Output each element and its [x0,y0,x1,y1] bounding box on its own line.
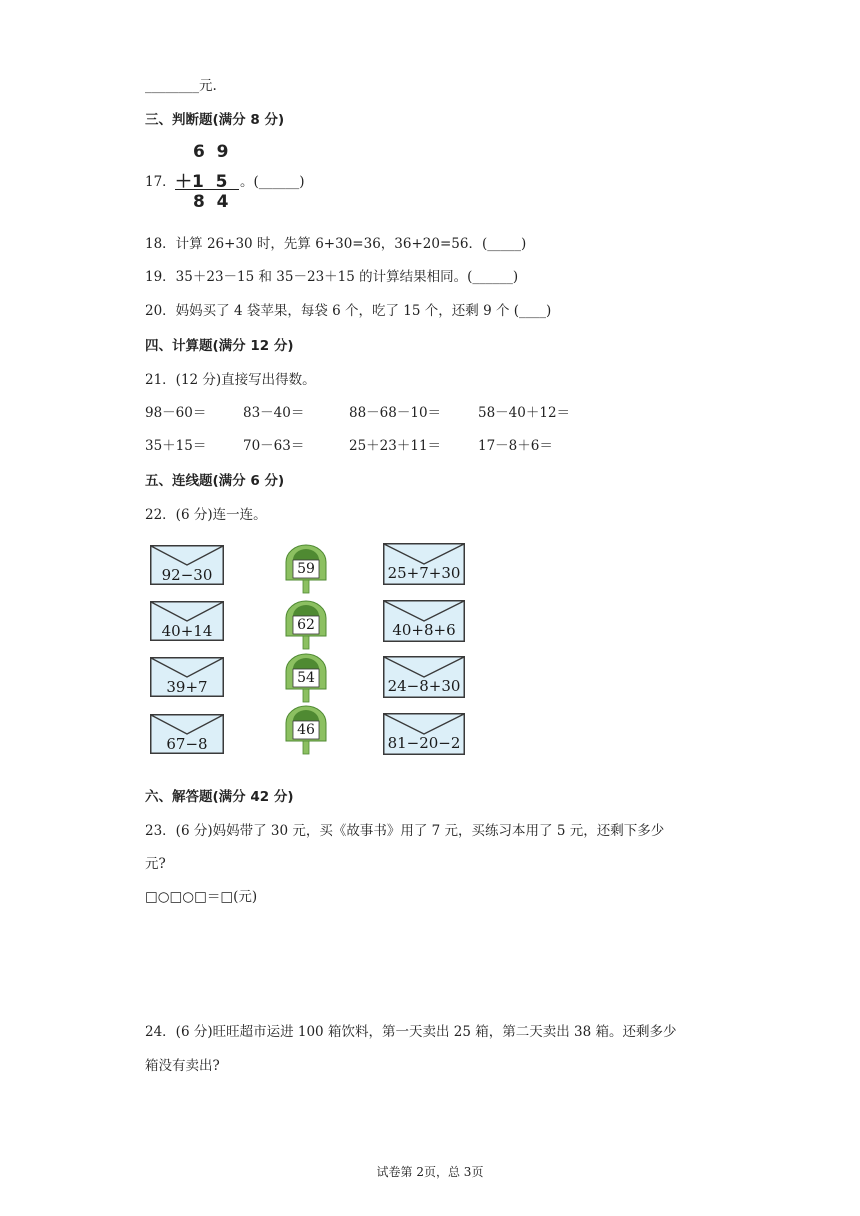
q24-text-line-1: 24．(6 分)旺旺超市运进 100 箱饮料，第一天卖出 25 箱，第二天卖出 38 箱。还剩多少 [145,1024,677,1040]
section-5-heading: 五、连线题(满分 6 分) [145,473,285,489]
envelope-left-4[interactable] [150,714,224,754]
q18-text: 18．计算 26+30 时，先算 6+30=36，36+20=56．(_____) [145,236,527,252]
page-footer: 试卷第 2页，总 3页 [376,1165,484,1179]
mailbox-number: 59 [297,561,315,577]
q23-formula: □○□○□＝□(元) [145,889,258,905]
envelope-label: 25+7+30 [387,564,461,582]
q19-text: 19．35＋23－15 和 35－23＋15 的计算结果相同。(______) [145,269,519,285]
q17-sum-rule [175,189,239,190]
mailbox-2[interactable] [284,600,328,650]
calc-item: 17－8＋6＝ [478,438,553,454]
envelope-left-1[interactable] [150,545,224,585]
section-3-heading: 三、判断题(满分 8 分) [145,112,285,128]
mailbox-3[interactable] [284,653,328,703]
q17-row-result: 8 4 [193,192,229,212]
q23-text-line-2: 元? [145,856,166,872]
envelope-label: 67−8 [166,735,208,753]
mailbox-number: 46 [297,722,315,738]
envelope-left-2[interactable] [150,601,224,641]
q17-answer-blank: 。(______) [240,174,305,190]
mailbox-4[interactable] [284,705,328,755]
mailbox-1[interactable] [284,544,328,594]
envelope-label: 81−20−2 [387,734,461,752]
calc-item: 88－68－10＝ [349,405,442,421]
calc-item: 83－40＝ [243,405,305,421]
envelope-label: 92−30 [161,566,213,584]
calc-item: 25＋23＋11＝ [349,438,442,454]
section-4-heading: 四、计算题(满分 12 分) [145,338,294,354]
q17-vertical-addition [175,140,245,216]
answer-blank-yuan: ________元. [145,78,217,94]
mailbox-number: 54 [297,670,315,686]
calc-item: 70－63＝ [243,438,305,454]
q23-text-line-1: 23．(6 分)妈妈带了 30 元，买《故事书》用了 7 元，买练习本用了 5 元，还剩下多少 [145,823,665,839]
q17-number: 17． [145,174,176,190]
envelope-label: 39+7 [166,678,208,696]
envelope-right-4[interactable] [383,713,465,753]
envelope-label: 40+14 [161,622,213,640]
envelope-right-2[interactable] [383,600,465,640]
calc-item: 35＋15＝ [145,438,207,454]
q22-text: 22．(6 分)连一连。 [145,507,267,523]
calc-item: 58－40＋12＝ [478,405,571,421]
q20-text: 20．妈妈买了 4 袋苹果，每袋 6 个，吃了 15 个，还剩 9 个 (____) [145,303,552,319]
envelope-right-1[interactable] [383,543,465,583]
q21-text: 21．(12 分)直接写出得数。 [145,372,316,388]
q24-text-line-2: 箱没有卖出? [145,1058,220,1074]
envelope-right-3[interactable] [383,656,465,696]
envelope-label: 40+8+6 [392,621,456,639]
section-6-heading: 六、解答题(满分 42 分) [145,789,294,805]
envelope-label: 24−8+30 [387,677,461,695]
q17-row-top: 6 9 [193,142,229,162]
envelope-left-3[interactable] [150,657,224,697]
calc-item: 98－60＝ [145,405,207,421]
mailbox-number: 62 [297,617,315,633]
q17-row-middle: ＋1 5 [175,172,228,192]
